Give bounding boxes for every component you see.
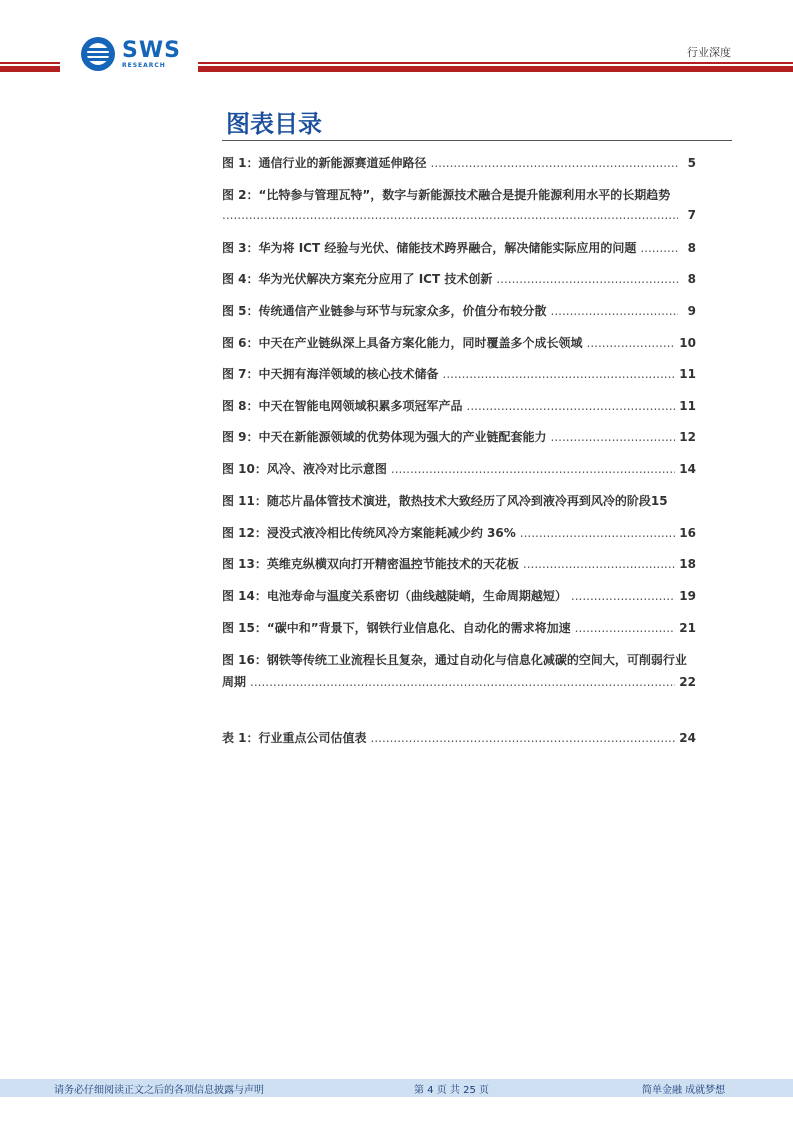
- header-rule-left-thick: [0, 66, 60, 72]
- toc-leader-dots: [496, 272, 678, 286]
- logo-wordmark: SWS: [122, 37, 181, 63]
- toc-leader-dots: [371, 731, 676, 745]
- toc-entry-page: 11: [679, 399, 696, 413]
- toc-entry-page: 14: [679, 462, 696, 476]
- toc-leader-dots: [575, 621, 676, 635]
- footer-bar: [0, 1079, 793, 1097]
- toc-entry[interactable]: [222, 185, 696, 228]
- toc-entry[interactable]: [222, 587, 696, 607]
- toc-entry-text: 图 6：中天在产业链纵深上具备方案化能力，同时覆盖多个成长领域: [222, 336, 583, 350]
- toc-entry[interactable]: [222, 555, 696, 575]
- toc-entry-text: 图 1：通信行业的新能源赛道延伸路径: [222, 156, 427, 170]
- toc-entry-text: 图 3：华为将 ICT 经验与光伏、储能技术跨界融合，解决储能实际应用的问题: [222, 241, 637, 255]
- toc-entry-text: 图 12：浸没式液冷相比传统风冷方案能耗减少约 36%: [222, 526, 516, 540]
- toc-leader-dots: [391, 462, 675, 476]
- toc-entry-page: 10: [679, 336, 696, 350]
- toc-entry-text: 图 15：“碳中和”背景下，钢铁行业信息化、自动化的需求将加速: [222, 621, 571, 635]
- toc-leader-dots: [467, 399, 676, 413]
- toc-entry-page: 18: [679, 557, 696, 571]
- toc-leader-dots: [250, 675, 675, 689]
- toc-entry[interactable]: [222, 302, 696, 322]
- header-rule-left-thin: [0, 62, 60, 64]
- toc-entry-text: 图 10：风冷、液冷对比示意图: [222, 462, 387, 476]
- toc-entry[interactable]: [222, 239, 696, 259]
- toc-entry[interactable]: [222, 365, 696, 385]
- toc-entry-text: 图 13：英维克纵横双向打开精密温控节能技术的天花板: [222, 557, 519, 571]
- toc-leader-dots: [587, 336, 676, 350]
- toc-entry[interactable]: [222, 397, 696, 417]
- toc-entry[interactable]: [222, 524, 696, 544]
- header-rule-right-thin: [198, 62, 793, 64]
- toc-entry[interactable]: [222, 729, 696, 749]
- footer-slogan: 简单金融 成就梦想: [642, 1085, 726, 1096]
- toc-leader-dots: [551, 304, 678, 318]
- toc-entry-text: 图 14：电池寿命与温度关系密切（曲线越陡峭，生命周期越短）: [222, 589, 567, 603]
- toc-entry-page: 22: [679, 675, 696, 689]
- toc-entry-text: 图 8：中天在智能电网领域积累多项冠军产品: [222, 399, 463, 413]
- toc-entry-page: 16: [679, 526, 696, 540]
- toc-leader-dots: [640, 241, 678, 255]
- footer-page-info: 第 4 页 共 25 页: [414, 1085, 489, 1096]
- toc-entry[interactable]: [222, 492, 696, 512]
- toc-entry-text-cont: 周期: [222, 675, 247, 689]
- toc-entry-page: 5: [687, 156, 696, 170]
- toc-entry-page: 8: [687, 241, 696, 255]
- toc-leader-dots: [571, 589, 675, 603]
- toc-entry[interactable]: [222, 619, 696, 639]
- toc-leader-dots: [520, 526, 676, 540]
- toc-entry[interactable]: [222, 270, 696, 290]
- toc-entry-text: 图 2：“比特参与管理瓦特”，数字与新能源技术融合是提升能源利用水平的长期趋势: [222, 188, 671, 202]
- toc-entry-page: 15: [650, 494, 668, 508]
- toc-leader-dots: [222, 208, 678, 222]
- toc-entry[interactable]: [222, 154, 696, 174]
- header-rule-right-thick: [198, 66, 793, 72]
- toc-leader-dots: [523, 557, 675, 571]
- toc-entry-text: 图 5：传统通信产业链参与环节与玩家众多，价值分布较分散: [222, 304, 547, 318]
- toc-entry-page: 9: [687, 304, 696, 318]
- logo-subtitle: RESEARCH: [122, 61, 166, 69]
- toc-entry[interactable]: [222, 428, 696, 448]
- toc-entry-page: 11: [679, 367, 696, 381]
- toc-entry-text: 图 16：钢铁等传统工业流程长且复杂，通过自动化与信息化减碳的空间大，可削弱行业: [222, 653, 687, 667]
- toc-entry-page: 21: [679, 621, 696, 635]
- toc-title-underline: [222, 140, 732, 141]
- toc-entry-text: 图 7：中天拥有海洋领域的核心技术储备: [222, 367, 439, 381]
- toc-entry[interactable]: [222, 460, 696, 480]
- brand-logo: [80, 34, 181, 74]
- toc-entry-page: 19: [679, 589, 696, 603]
- toc-entry-page: 12: [679, 430, 696, 444]
- toc-leader-dots: [443, 367, 676, 381]
- toc-entry[interactable]: [222, 650, 696, 693]
- toc-leader-dots: [431, 156, 678, 170]
- toc-entry-page: 8: [687, 272, 696, 286]
- toc-entry-text: 图 4：华为光伏解决方案充分应用了 ICT 技术创新: [222, 272, 493, 286]
- toc-entry-page: 24: [679, 731, 696, 745]
- toc-entry-page: 7: [687, 208, 696, 222]
- sws-logo-icon: [80, 36, 116, 72]
- toc-entry-text: 图 9：中天在新能源领域的优势体现为强大的产业链配套能力: [222, 430, 547, 444]
- footer-disclaimer: 请务必仔细阅读正文之后的各项信息披露与声明: [54, 1085, 264, 1096]
- toc-entry[interactable]: [222, 334, 696, 354]
- toc-leader-dots: [551, 430, 676, 444]
- toc-entry-text: 图 11：随芯片晶体管技术演进，散热技术大致经历了风冷到液冷再到风冷的阶段: [222, 494, 651, 508]
- toc-entry-text: 表 1：行业重点公司估值表: [222, 731, 367, 745]
- toc-title: 图表目录: [226, 110, 322, 138]
- report-type-tag: 行业深度: [687, 46, 731, 59]
